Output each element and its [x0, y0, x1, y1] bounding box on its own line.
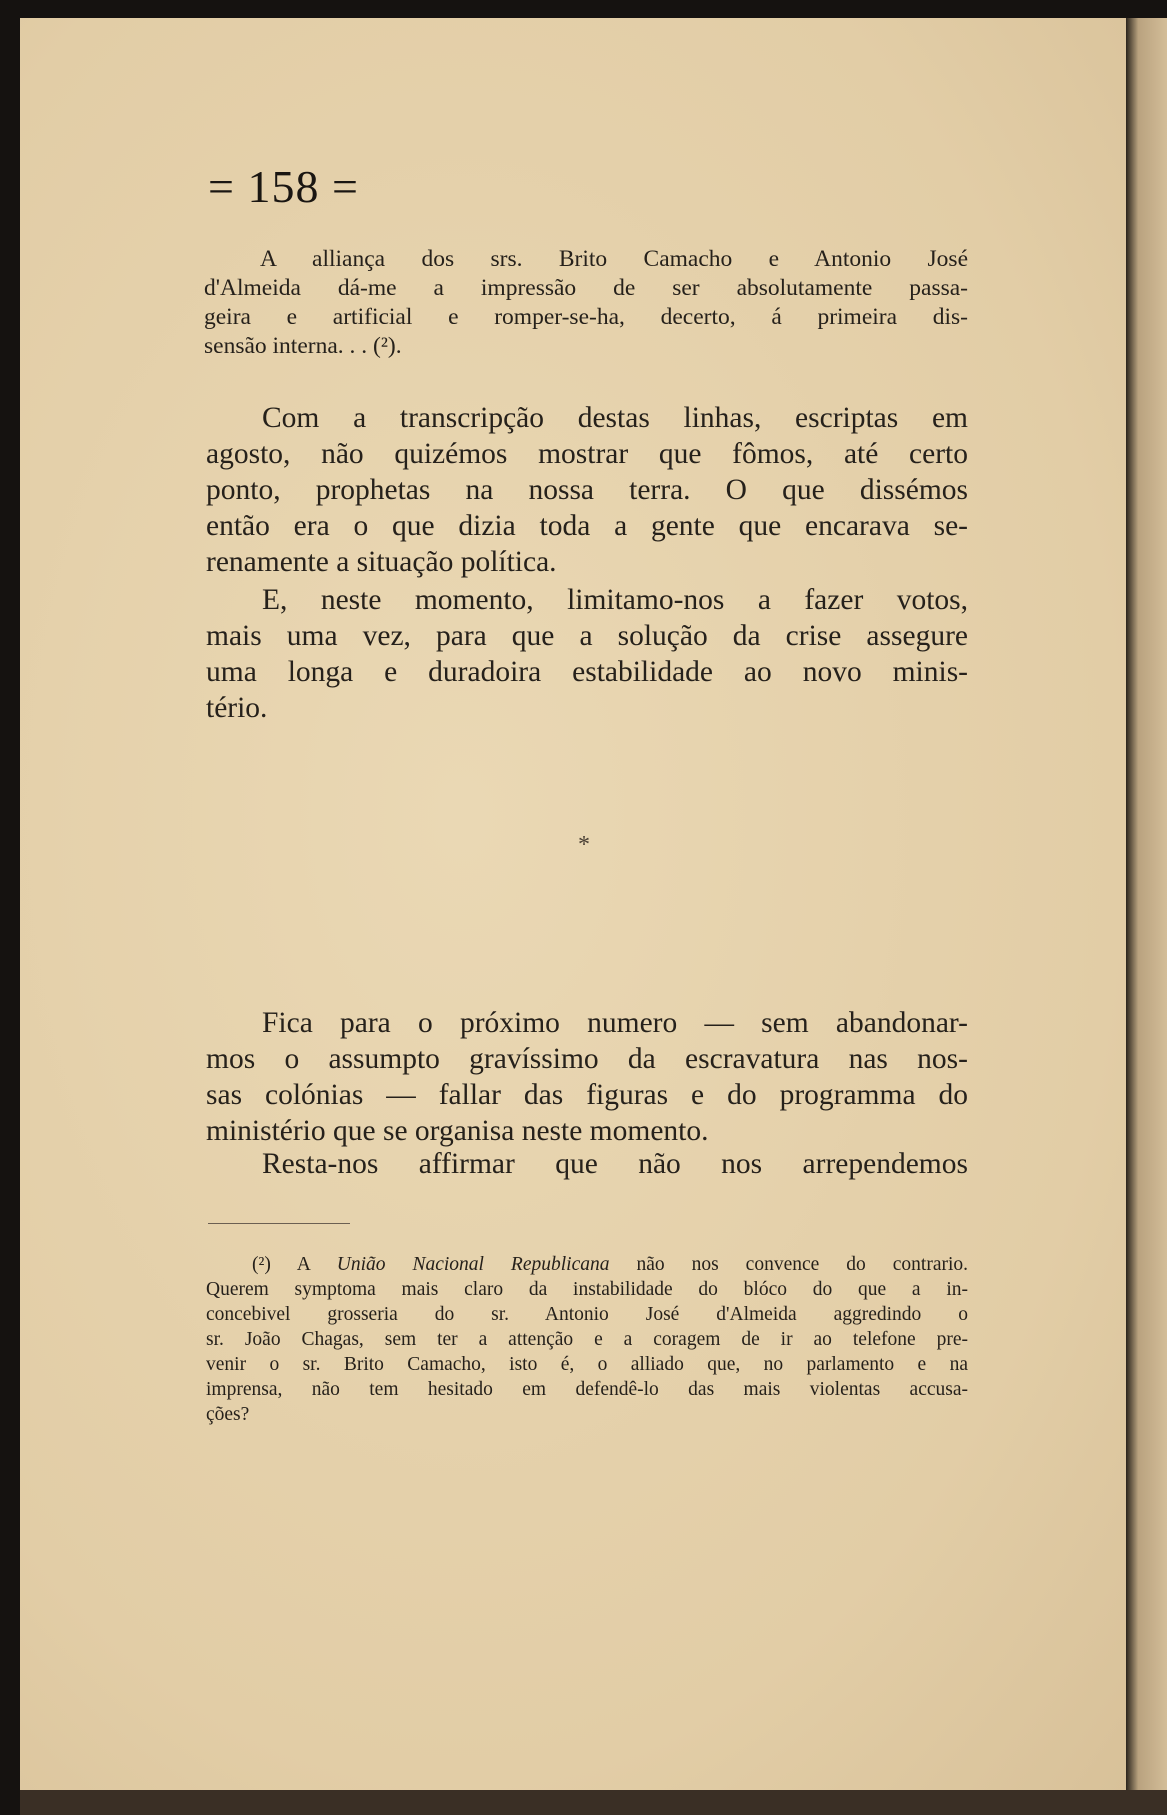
- footnote-source-title: União Nacional Republicana: [336, 1254, 610, 1275]
- page-number: = 158 =: [208, 161, 359, 212]
- quote-line: geira e artificial e romper-se-ha, decerto, á primeira dis-: [204, 304, 968, 330]
- quoted-passage: [204, 245, 968, 361]
- text-line: então era o que dizia toda a gente que encarava se-: [206, 510, 968, 542]
- text-line: tério.: [206, 692, 268, 724]
- section-separator: *: [578, 832, 590, 858]
- text-line: Com a transcripção destas linhas, escriptas em: [262, 402, 968, 434]
- footnote-marker: (²) A: [252, 1254, 310, 1275]
- text-line: Resta-nos affirmar que não nos arrependemos: [262, 1148, 968, 1180]
- footnote-line: venir o sr. Brito Camacho, isto é, o alliado que, no parlamento e na: [206, 1354, 968, 1375]
- footnote-first-line: [252, 1252, 968, 1277]
- footnote-body: [206, 1277, 968, 1427]
- text-line: ministério que se organisa neste momento.: [206, 1115, 709, 1147]
- footnote-line: [252, 1252, 968, 1277]
- text-line: E, neste momento, limitamo-nos a fazer votos,: [262, 584, 968, 616]
- footnote-rule: [208, 1223, 350, 1224]
- paragraph-3: [206, 1005, 968, 1149]
- footnote-line: Querem symptoma mais claro da instabilidade do blóco do que a in-: [206, 1279, 968, 1300]
- text-line: agosto, não quizémos mostrar que fômos, até certo: [206, 438, 968, 470]
- paragraph-2: [206, 582, 968, 726]
- quote-line: sensão interna. . . (²).: [204, 333, 402, 359]
- footnote-line: sr. João Chagas, sem ter a attenção e a coragem de ir ao telefone pre-: [206, 1329, 968, 1350]
- footnote-first-rest: não nos convence do contrario.: [636, 1254, 969, 1275]
- footnote-line: imprensa, não tem hesitado em defendê-lo das mais violentas accusa-: [206, 1379, 968, 1400]
- text-line: uma longa e duradoira estabilidade ao novo minis-: [206, 656, 968, 688]
- text-line: mos o assumpto gravíssimo da escravatura nas nos-: [206, 1043, 968, 1075]
- footnote-line: ções?: [206, 1404, 250, 1425]
- paragraph-1: [206, 400, 968, 580]
- binding-band: [20, 1790, 1167, 1815]
- text-line: sas colónias — fallar das figuras e do programma do: [206, 1079, 968, 1111]
- text-line: mais uma vez, para que a solução da crise assegure: [206, 620, 968, 652]
- text-line: renamente a situação política.: [206, 546, 557, 578]
- text-line: Fica para o próximo numero — sem abandonar-: [262, 1007, 968, 1039]
- paragraph-4: [206, 1146, 968, 1182]
- quote-line: d'Almeida dá-me a impressão de ser absolutamente passa-: [204, 275, 968, 301]
- text-line: ponto, prophetas na nossa terra. O que dissémos: [206, 474, 968, 506]
- footnote-line: concebivel grosseria do sr. Antonio José d'Almeida aggredindo o: [206, 1304, 968, 1325]
- page-edge: [1126, 18, 1167, 1790]
- quote-line: A alliança dos srs. Brito Camacho e Antonio José: [260, 246, 968, 272]
